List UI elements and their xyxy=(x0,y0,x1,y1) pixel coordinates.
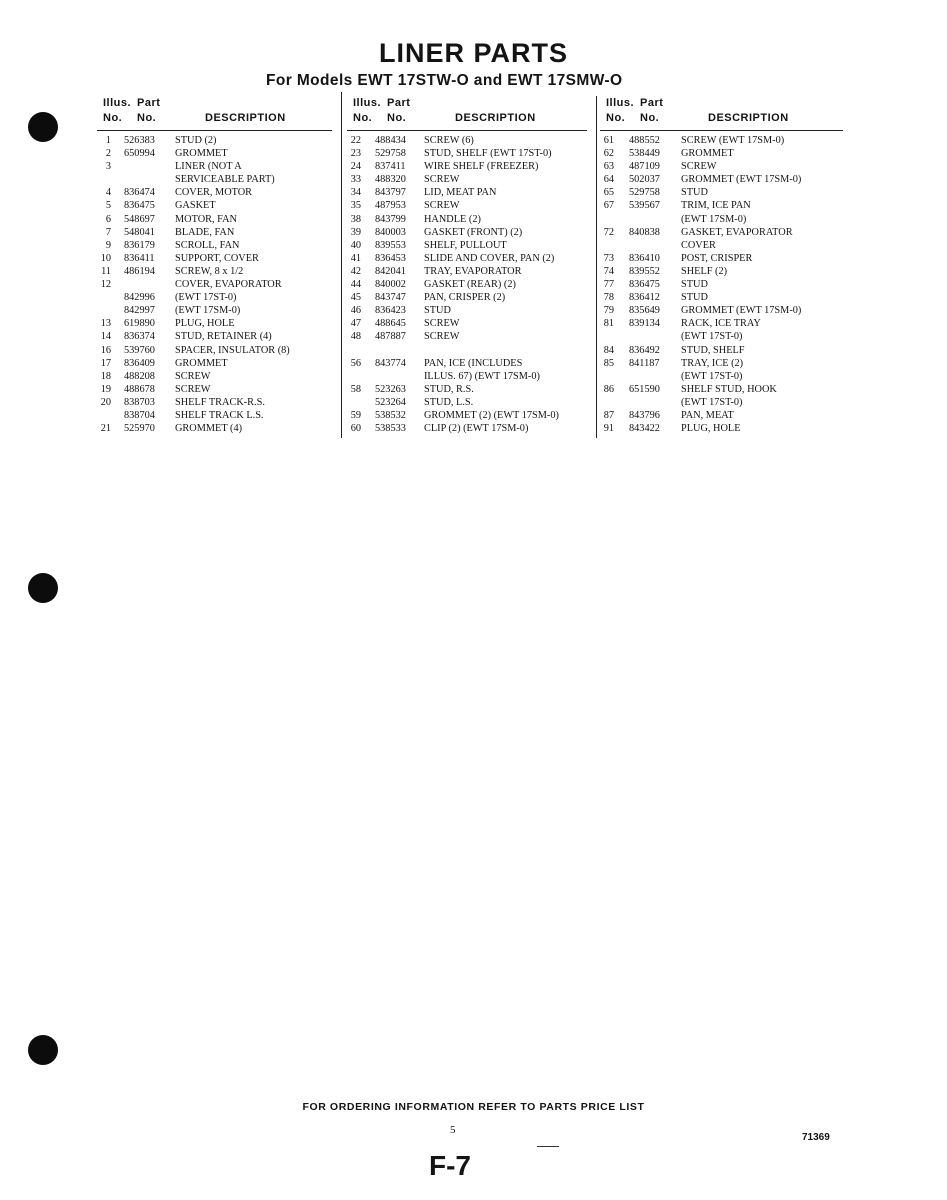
table-row xyxy=(347,396,587,409)
table-row xyxy=(347,147,587,160)
part-number: 523263 xyxy=(375,383,406,395)
part-description: SHELF (2) xyxy=(681,265,728,277)
illus-number: 19 xyxy=(100,383,111,395)
part-description: PLUG, HOLE xyxy=(681,423,741,435)
part-description: (EWT 17SM-0) xyxy=(175,305,241,317)
table-row xyxy=(600,226,843,239)
header-part-no: Part No. xyxy=(640,97,664,124)
table-row xyxy=(97,357,332,370)
illus-number: 64 xyxy=(603,174,614,186)
parts-column-1 xyxy=(97,96,332,435)
header-illus-no: Illus. No. xyxy=(353,97,382,124)
part-description: (EWT 17ST-0) xyxy=(175,292,237,304)
table-row xyxy=(600,239,843,252)
header-illus-no: Illus. No. xyxy=(606,97,635,124)
table-row xyxy=(347,330,587,343)
illus-number: 16 xyxy=(100,344,111,356)
part-number: 842996 xyxy=(124,292,155,304)
illus-number: 17 xyxy=(100,357,111,369)
illus-number: 20 xyxy=(100,396,111,408)
illus-number: 61 xyxy=(603,135,614,146)
part-description: GASKET (FRONT) (2) xyxy=(424,226,523,238)
part-description: LID, MEAT PAN xyxy=(424,187,497,199)
illus-number: 74 xyxy=(603,265,614,277)
part-description: GROMMET (EWT 17SM-0) xyxy=(681,174,802,186)
table-row xyxy=(600,344,843,357)
part-description: SCREW xyxy=(424,174,460,186)
table-row xyxy=(600,422,843,435)
table-row xyxy=(347,252,587,265)
column-divider xyxy=(596,96,597,438)
header-description: DESCRIPTION xyxy=(708,112,789,124)
part-number: 836474 xyxy=(124,187,155,199)
part-number: 840003 xyxy=(375,226,406,238)
table-row xyxy=(347,357,587,370)
part-number: 487887 xyxy=(375,331,406,343)
part-number: 836410 xyxy=(629,252,660,264)
part-description: PAN, ICE (INCLUDES xyxy=(424,357,523,369)
table-row xyxy=(97,134,332,147)
illus-number: 39 xyxy=(350,226,361,238)
illus-number: 78 xyxy=(603,292,614,304)
table-row xyxy=(97,317,332,330)
illus-number: 6 xyxy=(105,213,111,225)
part-description: CLIP (2) (EWT 17SM-0) xyxy=(424,423,529,435)
part-description: SLIDE AND COVER, PAN (2) xyxy=(424,252,555,264)
illus-number: 67 xyxy=(603,200,614,212)
table-row xyxy=(97,265,332,278)
illus-number: 18 xyxy=(100,370,111,382)
header-part-no: Part No. xyxy=(137,97,161,124)
part-description: SHELF TRACK L.S. xyxy=(175,409,264,421)
table-row xyxy=(347,409,587,422)
part-number: 840838 xyxy=(629,226,660,238)
page-number: 5 xyxy=(450,1124,456,1136)
illus-number: 1 xyxy=(105,135,111,146)
part-description: STUD xyxy=(681,292,708,304)
part-number: 487109 xyxy=(629,161,660,173)
illus-number: 62 xyxy=(603,148,614,160)
part-description: COVER, MOTOR xyxy=(175,187,253,199)
part-description: GROMMET xyxy=(681,148,734,160)
part-number: 836453 xyxy=(375,252,406,264)
part-number: 836412 xyxy=(629,292,660,304)
table-row xyxy=(600,147,843,160)
table-row xyxy=(97,213,332,226)
table-row xyxy=(347,278,587,291)
part-number: 488434 xyxy=(375,135,406,146)
table-row xyxy=(600,291,843,304)
illus-number: 21 xyxy=(100,423,111,435)
parts-column-2 xyxy=(347,96,587,435)
illus-number: 3 xyxy=(105,161,111,173)
ordering-note: FOR ORDERING INFORMATION REFER TO PARTS PRICE LIST xyxy=(302,1101,645,1113)
table-row xyxy=(97,304,332,317)
table-row xyxy=(347,422,587,435)
part-number: 538449 xyxy=(629,148,660,160)
part-description: GASKET, EVAPORATOR xyxy=(681,226,793,238)
table-row xyxy=(600,409,843,422)
table-row xyxy=(97,226,332,239)
part-number: 843747 xyxy=(375,292,406,304)
part-description: STUD xyxy=(681,279,708,291)
illus-number: 72 xyxy=(603,226,614,238)
part-number: 488320 xyxy=(375,174,406,186)
illus-number: 84 xyxy=(603,344,614,356)
illus-number: 47 xyxy=(350,318,361,330)
illus-number: 35 xyxy=(350,200,361,212)
part-description: SPACER, INSULATOR (8) xyxy=(175,344,290,356)
part-number: 836475 xyxy=(629,279,660,291)
table-row xyxy=(97,383,332,396)
part-description: (EWT 17ST-0) xyxy=(681,370,743,382)
header-description: DESCRIPTION xyxy=(205,112,286,124)
part-number: 525970 xyxy=(124,423,155,435)
part-number: 838704 xyxy=(124,409,155,421)
header-part-no: Part No. xyxy=(387,97,411,124)
part-description: COVER, EVAPORATOR xyxy=(175,279,282,291)
table-row xyxy=(347,199,587,212)
table-row xyxy=(97,344,332,357)
part-number: 836423 xyxy=(375,305,406,317)
part-description: SHELF TRACK-R.S. xyxy=(175,396,265,408)
table-row xyxy=(600,396,843,409)
table-row xyxy=(97,370,332,383)
table-row xyxy=(347,186,587,199)
illus-number: 42 xyxy=(350,265,361,277)
part-number: 651590 xyxy=(629,383,660,395)
part-description: WIRE SHELF (FREEZER) xyxy=(424,161,539,173)
part-number: 836409 xyxy=(124,357,155,369)
part-description: STUD (2) xyxy=(175,135,217,146)
illus-number: 86 xyxy=(603,383,614,395)
illus-number: 5 xyxy=(105,200,111,212)
part-description: SCREW (EWT 17SM-0) xyxy=(681,135,785,146)
table-row xyxy=(600,304,843,317)
part-description: GROMMET (EWT 17SM-0) xyxy=(681,305,802,317)
illus-number: 81 xyxy=(603,318,614,330)
part-number: 486194 xyxy=(124,265,155,277)
part-description: STUD, SHELF (EWT 17ST-0) xyxy=(424,148,552,160)
part-number: 843799 xyxy=(375,213,406,225)
illus-number: 58 xyxy=(350,383,361,395)
part-description: GROMMET xyxy=(175,357,228,369)
illus-number: 87 xyxy=(603,409,614,421)
illus-number: 11 xyxy=(101,265,111,277)
part-number: 529758 xyxy=(375,148,406,160)
part-number: 502037 xyxy=(629,174,660,186)
part-description: LINER (NOT A xyxy=(175,161,242,173)
part-number: 487953 xyxy=(375,200,406,212)
column-header xyxy=(347,96,587,131)
part-number: 538533 xyxy=(375,423,406,435)
illus-number: 23 xyxy=(350,148,361,160)
part-description: SCREW xyxy=(424,200,460,212)
illus-number: 48 xyxy=(350,331,361,343)
illus-number: 41 xyxy=(350,252,361,264)
illus-number: 46 xyxy=(350,305,361,317)
part-description: SCREW xyxy=(175,383,211,395)
part-number: 538532 xyxy=(375,409,406,421)
part-number: 619890 xyxy=(124,318,155,330)
part-description: STUD, SHELF xyxy=(681,344,745,356)
table-row xyxy=(97,422,332,435)
part-number: 539760 xyxy=(124,344,155,356)
table-row xyxy=(97,252,332,265)
illus-number: 59 xyxy=(350,409,361,421)
table-row xyxy=(347,265,587,278)
part-number: 548697 xyxy=(124,213,155,225)
part-description: SERVICEABLE PART) xyxy=(175,174,275,186)
illus-number: 4 xyxy=(105,187,111,199)
part-number: 835649 xyxy=(629,305,660,317)
header-description: DESCRIPTION xyxy=(455,112,536,124)
part-number: 836179 xyxy=(124,239,155,251)
illus-number: 60 xyxy=(350,423,361,435)
part-number: 523264 xyxy=(375,396,406,408)
table-row xyxy=(600,278,843,291)
part-number: 836492 xyxy=(629,344,660,356)
part-number: 836374 xyxy=(124,331,155,343)
part-description: PAN, MEAT xyxy=(681,409,734,421)
part-description: SCREW, 8 x 1/2 xyxy=(175,265,244,277)
parts-rows xyxy=(600,131,843,435)
illus-number: 22 xyxy=(350,135,361,146)
illus-number: 40 xyxy=(350,239,361,251)
binder-hole-top xyxy=(28,112,58,142)
page-subtitle: For Models EWT 17STW-O and EWT 17SMW-O xyxy=(266,72,623,89)
illus-number: 44 xyxy=(350,279,361,291)
part-number: 488678 xyxy=(124,383,155,395)
column-header xyxy=(600,96,843,131)
table-row xyxy=(97,160,332,173)
illus-number: 33 xyxy=(350,174,361,186)
underline-mark xyxy=(537,1146,559,1147)
table-row xyxy=(97,173,332,186)
illus-number: 9 xyxy=(105,239,111,251)
illus-number: 14 xyxy=(100,331,111,343)
part-description: SCROLL, FAN xyxy=(175,239,240,251)
illus-number: 12 xyxy=(100,279,111,291)
table-row xyxy=(600,370,843,383)
table-row xyxy=(347,370,587,383)
part-number: 840002 xyxy=(375,279,406,291)
part-description: (EWT 17ST-0) xyxy=(681,396,743,408)
part-description: POST, CRISPER xyxy=(681,252,753,264)
table-row xyxy=(600,199,843,212)
table-row xyxy=(600,160,843,173)
part-number: 843774 xyxy=(375,357,406,369)
parts-rows xyxy=(347,131,587,435)
parts-rows xyxy=(97,131,332,435)
illus-number: 56 xyxy=(350,357,361,369)
part-description: PAN, CRISPER (2) xyxy=(424,292,506,304)
table-row xyxy=(600,330,843,343)
part-description: SHELF STUD, HOOK xyxy=(681,383,777,395)
part-description: SHELF, PULLOUT xyxy=(424,239,507,251)
table-row xyxy=(347,291,587,304)
part-number: 548041 xyxy=(124,226,155,238)
illus-number: 38 xyxy=(350,213,361,225)
illus-number: 13 xyxy=(100,318,111,330)
table-row xyxy=(97,330,332,343)
part-description: MOTOR, FAN xyxy=(175,213,237,225)
part-description: SCREW xyxy=(175,370,211,382)
part-number: 838703 xyxy=(124,396,155,408)
part-description: PLUG, HOLE xyxy=(175,318,235,330)
illus-number: 45 xyxy=(350,292,361,304)
table-row xyxy=(97,409,332,422)
table-row xyxy=(600,173,843,186)
illus-number: 77 xyxy=(603,279,614,291)
column-header xyxy=(97,96,332,131)
part-description: (EWT 17ST-0) xyxy=(681,331,743,343)
illus-number: 10 xyxy=(100,252,111,264)
table-row xyxy=(347,173,587,186)
part-number: 529758 xyxy=(629,187,660,199)
part-number: 839552 xyxy=(629,265,660,277)
table-row xyxy=(97,396,332,409)
part-number: 842041 xyxy=(375,265,406,277)
part-number: 839134 xyxy=(629,318,660,330)
table-row xyxy=(97,239,332,252)
part-description: TRAY, ICE (2) xyxy=(681,357,744,369)
part-description: STUD, L.S. xyxy=(424,396,474,408)
part-description: SUPPORT, COVER xyxy=(175,252,259,264)
part-description: STUD xyxy=(424,305,451,317)
part-description: SCREW xyxy=(424,331,460,343)
binder-hole-bottom xyxy=(28,1035,58,1065)
part-number: 488552 xyxy=(629,135,660,146)
table-row xyxy=(347,160,587,173)
part-description: BLADE, FAN xyxy=(175,226,235,238)
part-description: TRAY, EVAPORATOR xyxy=(424,265,522,277)
part-number: 539567 xyxy=(629,200,660,212)
table-row xyxy=(97,199,332,212)
part-description: STUD xyxy=(681,187,708,199)
part-description: STUD, RETAINER (4) xyxy=(175,331,272,343)
illus-number: 65 xyxy=(603,187,614,199)
illus-number: 85 xyxy=(603,357,614,369)
part-number: 839553 xyxy=(375,239,406,251)
part-description: SCREW xyxy=(681,161,717,173)
table-row xyxy=(97,278,332,291)
part-number: 842997 xyxy=(124,305,155,317)
table-row xyxy=(347,226,587,239)
part-description: (EWT 17SM-0) xyxy=(681,213,747,225)
document-number: 71369 xyxy=(802,1132,830,1143)
table-row xyxy=(347,344,587,357)
table-row xyxy=(347,134,587,147)
part-description: HANDLE (2) xyxy=(424,213,481,225)
part-number: 836411 xyxy=(124,252,155,264)
table-row xyxy=(600,383,843,396)
part-description: GASKET (REAR) (2) xyxy=(424,279,516,291)
part-description: GROMMET (4) xyxy=(175,423,243,435)
table-row xyxy=(600,213,843,226)
table-row xyxy=(600,357,843,370)
part-description: RACK, ICE TRAY xyxy=(681,318,761,330)
part-number: 843797 xyxy=(375,187,406,199)
table-row xyxy=(600,134,843,147)
part-description: GASKET xyxy=(175,200,216,212)
table-row xyxy=(347,213,587,226)
illus-number: 79 xyxy=(603,305,614,317)
illus-number: 63 xyxy=(603,161,614,173)
table-row xyxy=(97,147,332,160)
illus-number: 7 xyxy=(105,226,111,238)
illus-number: 24 xyxy=(350,161,361,173)
part-description: GROMMET (2) (EWT 17SM-0) xyxy=(424,409,559,421)
illus-number: 34 xyxy=(350,187,361,199)
table-row xyxy=(97,186,332,199)
illus-number: 73 xyxy=(603,252,614,264)
table-row xyxy=(600,186,843,199)
part-number: 837411 xyxy=(375,161,406,173)
part-description: SCREW (6) xyxy=(424,135,474,146)
page-code: F-7 xyxy=(429,1150,471,1181)
part-number: 488208 xyxy=(124,370,155,382)
column-divider xyxy=(341,92,342,438)
table-row xyxy=(600,317,843,330)
part-number: 836475 xyxy=(124,200,155,212)
illus-number: 2 xyxy=(105,148,111,160)
parts-column-3 xyxy=(600,96,843,435)
part-description: COVER xyxy=(681,239,716,251)
binder-hole-middle xyxy=(28,573,58,603)
part-description: TRIM, ICE PAN xyxy=(681,200,751,212)
header-illus-no: Illus. No. xyxy=(103,97,132,124)
illus-number: 91 xyxy=(603,423,614,435)
part-description: GROMMET xyxy=(175,148,228,160)
part-number: 841187 xyxy=(629,357,660,369)
part-description: STUD, R.S. xyxy=(424,383,474,395)
part-number: 650994 xyxy=(124,148,155,160)
table-row xyxy=(347,383,587,396)
part-number: 488645 xyxy=(375,318,406,330)
table-row xyxy=(347,239,587,252)
part-number: 843796 xyxy=(629,409,660,421)
part-number: 843422 xyxy=(629,423,660,435)
table-row xyxy=(97,291,332,304)
table-row xyxy=(347,317,587,330)
table-row xyxy=(600,252,843,265)
part-description: ILLUS. 67) (EWT 17SM-0) xyxy=(424,370,540,382)
table-row xyxy=(347,304,587,317)
page-title: LINER PARTS xyxy=(378,38,568,68)
part-number: 526383 xyxy=(124,135,155,146)
part-description: SCREW xyxy=(424,318,460,330)
table-row xyxy=(600,265,843,278)
